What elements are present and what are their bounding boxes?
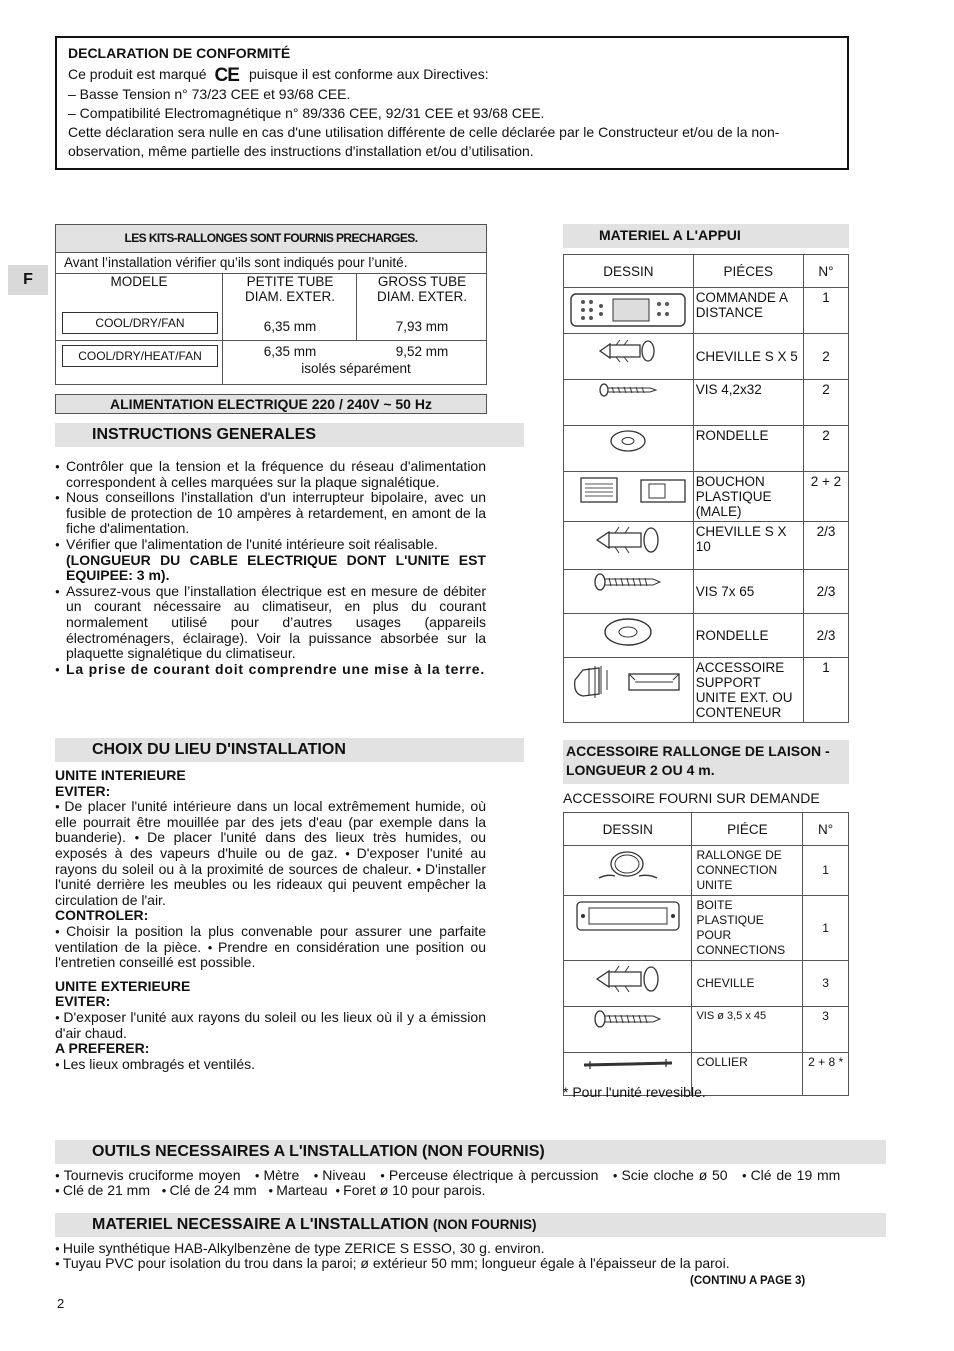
outils-list: ● Tournevis cruciforme moyen ● Mètre ● Niveau ● Perceuse électrique à percussion ● Scie cloche ø 50 ● Clé de 19 mm ● Clé de 21 mm ● Clé de 24 mm ● Marteau ● Foret ø 10 pour parois. bbox=[55, 1167, 841, 1198]
kits-title: LES KITS-RALLONGES SONT FOURNIS PRECHARGES. bbox=[56, 225, 486, 253]
plastic-box-icon bbox=[568, 898, 687, 934]
kits-row2-note: isolés séparément bbox=[301, 361, 411, 376]
table-row: RALLONGE DE CONNECTION UNITE 1 bbox=[564, 846, 849, 896]
instruction-item: ● Assurez-vous que l’installation électrique est en mesure de débiter un courant nécessaire au climatiseur, en plus du courant normalement utilisé pour d’autres usages (appareils électroménagers, éclairage). Voir la puissance absorbée sur la plaquette signalétique du climatiseur. bbox=[55, 584, 486, 662]
declaration-line1-b: puisque il est conforme aux Directives: bbox=[248, 66, 489, 82]
list-item: ● Huile synthétique HAB-Alkylbenzène de type ZERICE S ESSO, 30 g. environ. bbox=[55, 1240, 545, 1256]
col-piece: PIÉCE bbox=[692, 813, 803, 846]
declaration-line2: – Basse Tension n° 73/23 CEE et 93/68 CEE. bbox=[68, 86, 351, 102]
rallonge-header: ACCESSOIRE RALLONGE DE LAISON - LONGUEUR 2 OU 4 m. bbox=[563, 740, 849, 784]
kits-row1-small: 6,35 mm bbox=[263, 319, 317, 334]
table-row: VIS 4,2x32 2 bbox=[564, 380, 849, 426]
table-row: VIS ø 3,5 x 45 3 bbox=[564, 1007, 849, 1053]
screw-icon bbox=[566, 382, 691, 398]
interieure-text: ● De placer l'unité intérieure dans un local extrêmement humide, où elle pourrait être mouillée par des jets d'eau (par exemple dans la buanderie). ● De placer l'unité dans des lieux très humides, ou exposés à des vapeurs d'huile ou de gaz. ● D'exposer l'unité au rayons du soleil ou à la proximité de sources de chaleur. ● D'installer l'unité derrière les meubles ou les rideaux qui peuvent empêcher la circulation de l'air. bbox=[55, 798, 487, 908]
kits-table bbox=[55, 224, 487, 385]
wall-plug-icon bbox=[566, 336, 691, 366]
eviter-label: EVITER: bbox=[55, 993, 111, 1010]
instruction-item: ● La prise de courant doit comprendre une mise à la terre. bbox=[55, 662, 486, 678]
remote-control-icon bbox=[566, 290, 691, 330]
table-row: ACCESSOIRE SUPPORT UNITE EXT. OU CONTENEUR 1 bbox=[564, 658, 849, 723]
eviter-label: EVITER: bbox=[55, 782, 111, 799]
continued-note: (CONTINU A PAGE 3) bbox=[690, 1275, 806, 1287]
col-pieces: PIÉCES bbox=[693, 255, 803, 288]
declaration-title: DECLARATION DE CONFORMITÉ bbox=[68, 45, 291, 61]
instructions-header: INSTRUCTIONS GENERALES bbox=[55, 423, 524, 447]
screw-icon bbox=[566, 572, 691, 592]
rallonge-table bbox=[563, 812, 849, 1096]
choix-section bbox=[55, 768, 486, 1072]
table-row: RONDELLE 2 bbox=[564, 426, 849, 472]
materiel-appui-header: MATERIEL A L'APPUI bbox=[563, 224, 849, 248]
table-row: COLLIER 2 + 8 * bbox=[564, 1053, 849, 1096]
connection-hose-icon bbox=[568, 848, 687, 884]
table-row: VIS 7x 65 2/3 bbox=[564, 570, 849, 614]
kits-note: Avant l’installation vérifier qu’ils sont indiqués pour l’unité. bbox=[56, 253, 486, 274]
kits-col-model: MODELE bbox=[110, 274, 168, 289]
preferer-label: A PREFERER: bbox=[55, 1040, 150, 1057]
kits-row1-big: 7,93 mm bbox=[395, 319, 449, 334]
declaration-line1-a: Ce produit est marqué bbox=[68, 66, 207, 82]
table-row: CHEVILLE S X 10 2/3 bbox=[564, 522, 849, 570]
table-row: RONDELLE 2/3 bbox=[564, 614, 849, 658]
instructions-list bbox=[55, 459, 486, 677]
kits-col-small: PETITE TUBE DIAM. EXTER. bbox=[244, 274, 335, 304]
kits-row2-big: 9,52 mm bbox=[395, 344, 449, 359]
unite-exterieure-title: UNITE EXTERIEURE bbox=[55, 977, 191, 994]
declaration-line3: – Compatibilité Electromagnétique n° 89/336 CEE, 92/31 CEE et 93/68 CEE. bbox=[68, 105, 545, 121]
kits-row2-small: 6,35 mm bbox=[263, 344, 317, 359]
kits-row1-model: COOL/DRY/FAN bbox=[62, 312, 218, 334]
controler-label: CONTROLER: bbox=[55, 907, 149, 924]
declaration-line4: Cette déclaration sera nulle en cas d'une utilisation différente de celle déclarée par le Constructeur et/ou de la non-observation, même partielle des instructions d'installation et/ou d’utilisation. bbox=[68, 124, 780, 159]
cable-tie-icon bbox=[568, 1055, 687, 1075]
choix-header: CHOIX DU LIEU D'INSTALLATION bbox=[55, 738, 524, 762]
table-row: CHEVILLE 3 bbox=[564, 961, 849, 1007]
language-tab: F bbox=[8, 265, 48, 295]
declaration-box bbox=[55, 36, 849, 170]
preferer-text: ● Les lieux ombragés et ventilés. bbox=[55, 1055, 256, 1072]
instruction-item: ● Nous conseillons l'installation d'un interrupteur bipolaire, avec un fusible de protection de 10 ampères à retardement, en amont de la fiche d'alimentation. bbox=[55, 490, 486, 537]
page-number: 2 bbox=[57, 1296, 65, 1311]
outils-header: OUTILS NECESSAIRES A L'INSTALLATION (NON FOURNIS) bbox=[55, 1140, 886, 1164]
washer-icon bbox=[566, 616, 691, 648]
wall-plug-icon bbox=[568, 963, 687, 995]
controler-text: ● Choisir la position la plus convenable pour assurer une parfaite ventilation de la pièce. ● Prendre en considération une position ou l'entretien conseillé est possible. bbox=[55, 922, 486, 971]
ce-mark-icon: CE bbox=[214, 65, 239, 86]
instruction-item: ● Contrôler que la tension et la fréquence du réseau d'alimentation correspondent à celles marquées sur la plaque signalétique. bbox=[55, 459, 486, 490]
screw-icon bbox=[568, 1009, 687, 1029]
plastic-cap-icon bbox=[566, 474, 691, 506]
table-row: BOITE PLASTIQUE POUR CONNECTIONS 1 bbox=[564, 896, 849, 961]
exterieure-text: ● D'exposer l'unité aux rayons du soleil ou les lieux où il y a émission d'air chaud. bbox=[55, 1008, 486, 1041]
table-row: CHEVILLE S X 5 2 bbox=[564, 334, 849, 380]
rallonge-subtitle: ACCESSOIRE FOURNI SUR DEMANDE bbox=[563, 790, 820, 806]
list-item: ● Tuyau PVC pour isolation du trou dans la paroi; ø extérieur 50 mm; longueur égale à l'épaisseur de la paroi. bbox=[55, 1255, 730, 1271]
kits-col-big: GROSS TUBE DIAM. EXTER. bbox=[376, 274, 467, 304]
materiel-install-header: MATERIEL NECESSAIRE A L'INSTALLATION (NON FOURNIS) bbox=[55, 1213, 886, 1237]
col-dessin: DESSIN bbox=[564, 813, 692, 846]
table-row: COMMANDE A DISTANCE 1 bbox=[564, 288, 849, 334]
col-n: N° bbox=[803, 813, 849, 846]
col-n: N° bbox=[803, 255, 848, 288]
alimentation-label: ALIMENTATION ELECTRIQUE 220 / 240V ~ 50 Hz bbox=[55, 394, 487, 414]
instruction-item: ● Vérifier que l'alimentation de l'unité intérieure soit réalisable. (LONGUEUR DU CABLE ELECTRIQUE DONT L'UNITE EST EQUIPEE: 3 m). bbox=[55, 537, 486, 584]
wall-plug-icon bbox=[566, 524, 691, 556]
table-row: BOUCHON PLASTIQUE (MALE) 2 + 2 bbox=[564, 472, 849, 522]
washer-icon bbox=[566, 428, 691, 454]
support-bracket-icon bbox=[566, 660, 691, 704]
col-dessin: DESSIN bbox=[564, 255, 694, 288]
rallonge-footnote: * Pour l'unité revesible. bbox=[563, 1084, 706, 1100]
kits-row2-model: COOL/DRY/HEAT/FAN bbox=[62, 345, 218, 367]
unite-interieure-title: UNITE INTERIEURE bbox=[55, 767, 186, 783]
materiel-install-list bbox=[55, 1241, 849, 1271]
materiel-appui-table bbox=[563, 254, 849, 723]
